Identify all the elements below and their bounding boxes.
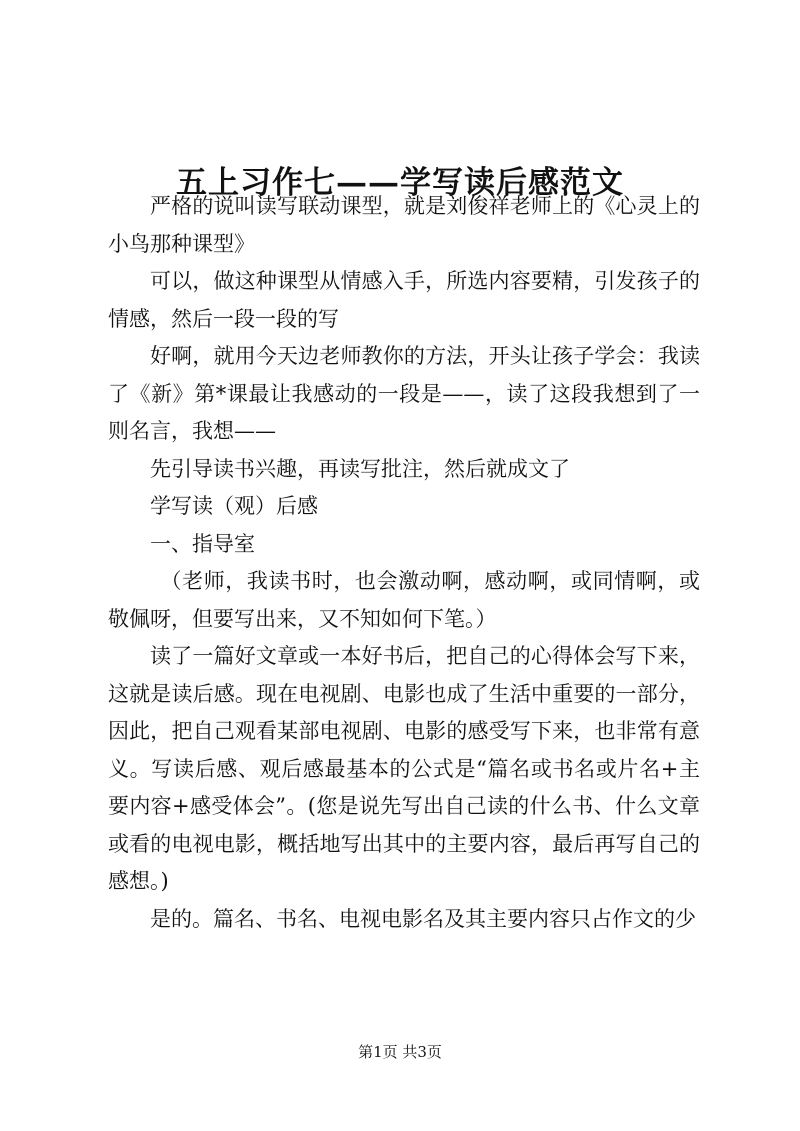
document-body bbox=[108, 188, 700, 938]
paragraph: （老师，我读书时，也会激动啊，感动啊，或同情啊，或敬佩呀，但要写出来，又不知如何下笔。） bbox=[108, 569, 700, 631]
paragraph: 严格的说叫读写联动课型，就是刘俊祥老师上的《心灵上的小鸟那种课型》 bbox=[108, 194, 700, 256]
paragraph: 是的。篇名、书名、电视电影名及其主要内容只占作文的少 bbox=[150, 906, 696, 931]
section-heading: 一、指导室 bbox=[150, 531, 255, 556]
paragraph: 读了一篇好文章或一本好书后，把自己的心得体会写下来，这就是读后感。现在电视剧、电影也成了生活中重要的一部分，因此，把自己观看某部电视剧、电影的感受写下来，也非常有意义。写读后感、观后感最基本的公式是“篇名或书名或片名+主要内容+感受体会”。(您是说先写出自己读的什么书、什么文章或看的电视电影，概括地写出其中的主要内容，最后再写自己的感想。) bbox=[108, 644, 700, 893]
paragraph: 先引导读书兴趣，再读写批注，然后就成文了 bbox=[150, 456, 570, 481]
paragraph: 好啊，就用今天边老师教你的方法，开头让孩子学会：我读了《新》第*课最让我感动的一段是——，读了这段我想到了一则名言，我想—— bbox=[108, 344, 700, 443]
paragraph: 可以，做这种课型从情感入手，所选内容要精，引发孩子的情感，然后一段一段的写 bbox=[108, 269, 700, 331]
page-title: 五上习作七——学写读后感范文 bbox=[176, 164, 624, 201]
paragraph: 学写读（观）后感 bbox=[150, 494, 318, 518]
page-number: 第1页 共3页 bbox=[358, 1043, 442, 1061]
